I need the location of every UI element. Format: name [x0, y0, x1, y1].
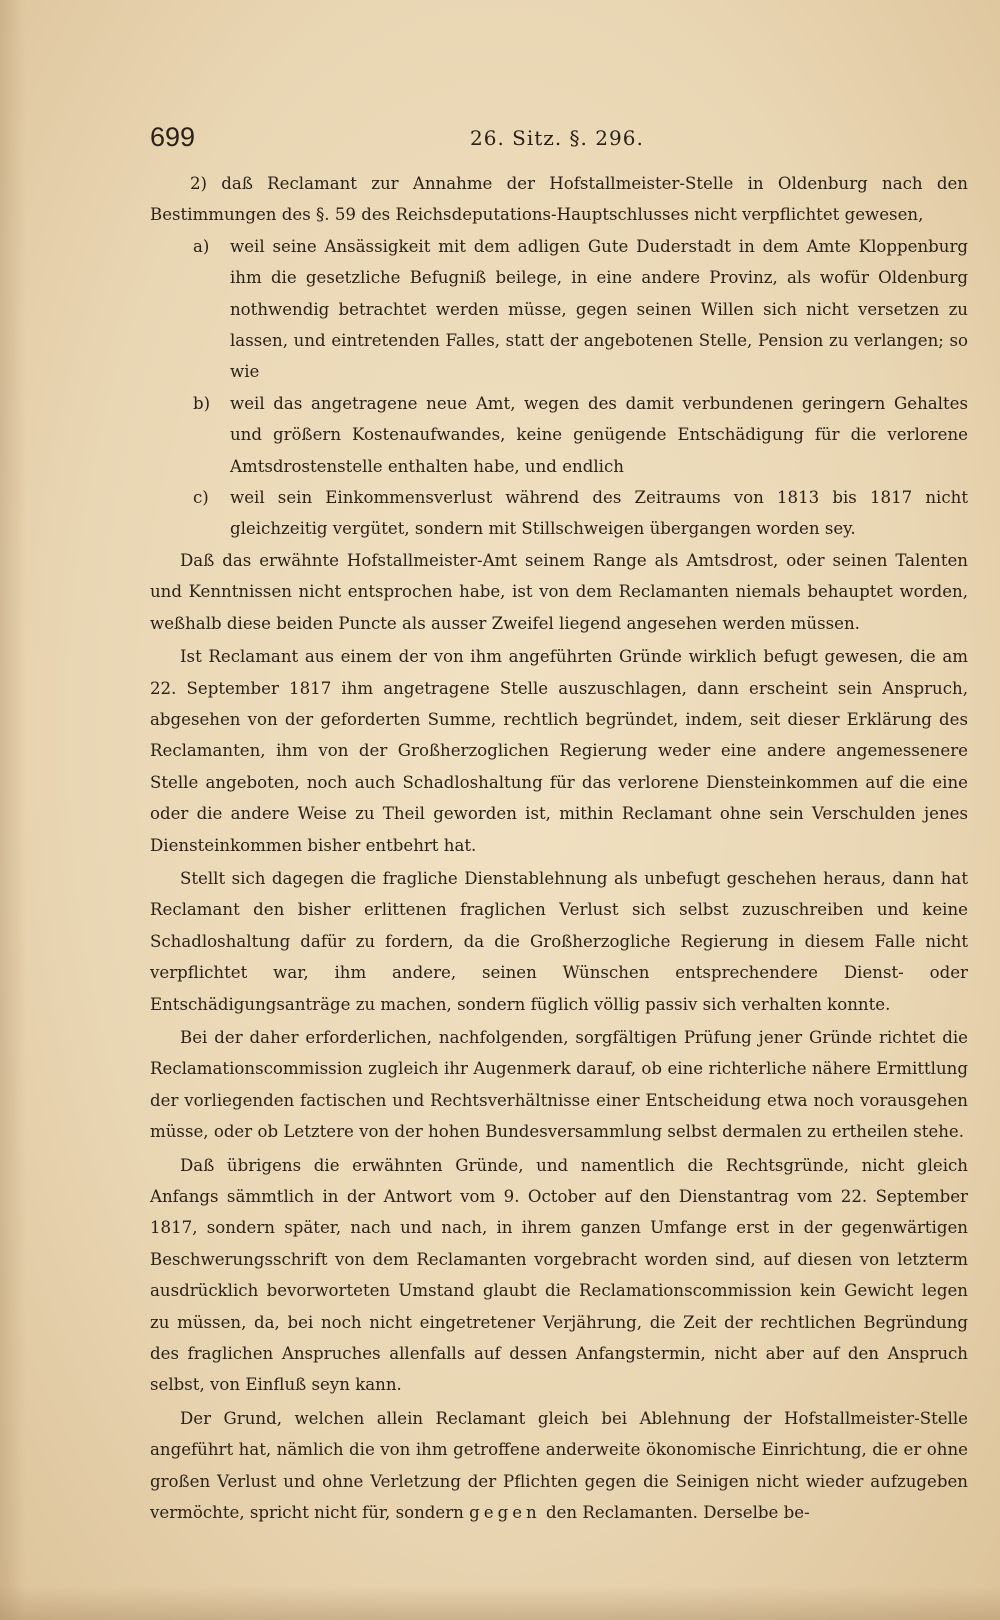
sub-item-c-text: weil sein Einkommensverlust während des Zeitraums von 1813 bis 1817 nicht gleichzeitig vergütet, sondern mit Stillschweigen übergangen worden sey. [230, 488, 968, 539]
paragraph-item-2: 2) daß Reclamant zur Annahme der Hofstallmeister-Stelle in Oldenburg nach den Bestimmungen des §. 59 des Reichsdeputations-Hauptschlusses nicht verpflichtet gewesen, [150, 174, 968, 225]
sub-item-b-marker: b) [193, 393, 211, 413]
paragraph-6-emphasis: gegen [469, 1503, 541, 1523]
page-shadow-left [0, 0, 26, 1620]
paragraph-6-start: Der Grund, welchen allein Reclamant gleich bei Ablehnung der Hofstallmeister-Stelle angeführt hat, nämlich die von ihm getroffene anderweite ökonomische Einrichtung, die er ohne großen Verlust und ohne Verletzung der Pflichten gegen die Seinigen nicht wieder aufzugeben vermöchte, spricht nicht für, sondern [150, 1408, 968, 1523]
sub-item-b [150, 388, 968, 482]
page-shadow-bottom [0, 1586, 1000, 1620]
sub-item-c-marker: c) [193, 488, 209, 508]
paragraph-6 [150, 1403, 968, 1529]
sub-item-a-marker: a) [193, 236, 210, 256]
sub-item-b-text: weil das angetragene neue Amt, wegen des damit verbundenen geringern Gehaltes und größern Kostenaufwandes, keine genügende Entschädigung für die verlorene Amtsdrostenstelle enthalten habe, und endlich [230, 393, 968, 476]
running-head: 26. Sitz. §. 296. [470, 126, 644, 150]
paragraph-6-end: den Reclamanten. Derselbe be- [545, 1503, 810, 1523]
sub-item-c [150, 482, 968, 545]
paragraph-1: Daß das erwähnte Hofstallmeister-Amt seinem Range als Amtsdrost, oder seinen Talenten und Kenntnissen nicht entsprochen habe, ist von dem Reclamanten niemals behauptet worden, weßhalb diese beiden Puncte als ausser Zweifel liegend angesehen werden müssen. [150, 550, 968, 633]
paragraph-5: Daß übrigens die erwähnten Gründe, und namentlich die Rechtsgründe, nicht gleich Anfangs sämmtlich in der Antwort vom 9. October auf den Dienstantrag vom 22. September 1817, sondern später, nach und nach, in ihrem ganzen Umfange erst in der gegenwärtigen Beschwerungsschrift von dem Reclamanten vorgebracht worden sind, auf diesen von letzterm ausdrücklich bevorworteten Umstand glaubt die Reclamationscommission kein Gewicht legen zu müssen, da, bei noch nicht eingetretener Verjährung, die Zeit der rechtlichen Begründung des fraglichen Anspruches allenfalls auf dessen Anfangstermin, nicht aber auf den Anspruch selbst, von Einfluß seyn kann. [150, 1155, 968, 1395]
page-header [150, 122, 910, 158]
paragraph-3: Stellt sich dagegen die fragliche Dienstablehnung als unbefugt geschehen heraus, dann hat Reclamant den bisher erlittenen fraglichen Verlust sich selbst zuzuschreiben und keine Schadloshaltung dafür zu fordern, da die Großherzogliche Regierung in diesem Falle nicht verpflichtet war, ihm andere, seinen Wünschen entsprechendere Dienst- oder Entschädigungsanträge zu machen, sondern füglich völlig passiv sich verhalten konnte. [150, 868, 968, 1014]
page-number: 699 [150, 122, 196, 152]
body-text [150, 168, 968, 1528]
paragraph-2: Ist Reclamant aus einem der von ihm angeführten Gründe wirklich befugt gewesen, die am 22. September 1817 ihm angetragene Stelle auszuschlagen, dann erscheint sein Anspruch, abgesehen von der geforderten Summe, rechtlich begründet, indem, seit dieser Erklärung des Reclamanten, ihm von der Großherzoglichen Regierung weder eine andere angemessenere Stelle angeboten, noch auch Schadloshaltung für das verlorene Diensteinkommen auf die eine oder die andere Weise zu Theil geworden ist, mithin Reclamant ohne sein Verschulden jenes Diensteinkommen bisher entbehrt hat. [150, 647, 968, 855]
paragraph-4: Bei der daher erforderlichen, nachfolgenden, sorgfältigen Prüfung jener Gründe richtet die Reclamationscommission zugleich ihr Augenmerk darauf, ob eine richterliche nähere Ermittlung der vorliegenden factischen und Rechtsverhältnisse einer Entscheidung etwa noch vorausgehen müsse, oder ob Letztere von der hohen Bundesversammlung selbst dermalen zu ertheilen stehe. [150, 1027, 968, 1142]
sub-item-a-text: weil seine Ansässigkeit mit dem adligen Gute Duderstadt in dem Amte Kloppenburg ihm die gesetzliche Befugniß beilege, in eine andere Provinz, als wofür Oldenburg nothwendig betrachtet werden müsse, gegen seinen Willen sich nicht versetzen zu lassen, und eintretenden Falles, statt der angebotenen Stelle, Pension zu verlangen; so wie [230, 236, 968, 382]
sub-item-a [150, 231, 968, 388]
